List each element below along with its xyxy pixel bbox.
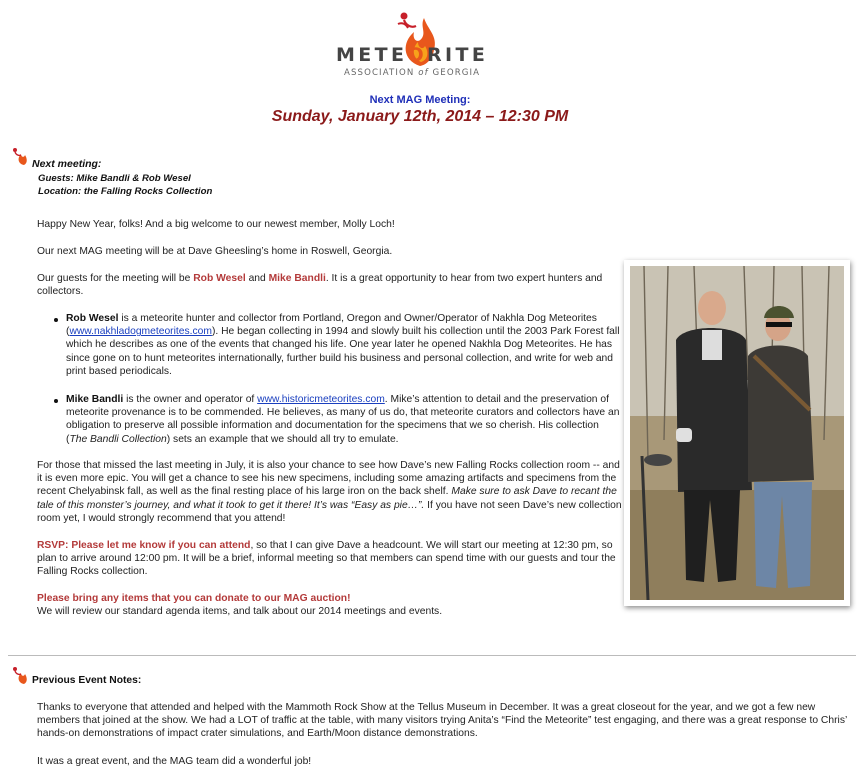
logo-wordmark: METEORITE bbox=[336, 44, 489, 66]
meeting-date-title: Sunday, January 12th, 2014 – 12:30 PM bbox=[271, 108, 569, 125]
nakhladog-link[interactable]: www.nakhladogmeteorites.com bbox=[69, 326, 212, 338]
auction-callout: Please bring any items that you can donate to our MAG auction! bbox=[37, 593, 351, 604]
photo-image bbox=[624, 260, 850, 606]
logo-subtitle: ASSOCIATION of GEORGIA bbox=[344, 68, 481, 78]
bio-rob-wesel: Rob Wesel is a meteorite hunter and collector from Portland, Oregon and Owner/Operator of Nakhla Dog Meteorites (www.nakhladogmeteorites.com). He began collecting in 1994 and slowly built his collection until the 2003 Park Forest fall which he describes as one of the events that changed his life. One year later he opened Nakhla Dog Meteorites. He has since gone on to hunt meteorites internationally, further build his business and personal collection, and write for web and print based periodicals. bbox=[66, 313, 620, 377]
guests-photo bbox=[624, 260, 850, 606]
guest-name-rob: Rob Wesel bbox=[193, 273, 246, 284]
bio-mike-bandli: Mike Bandli is the owner and operator of www.historicmeteorites.com. Mike’s attention to detail and the preservation of meteorite provenance is to be commended. He believes, as many of us do, that meteorite curators and collectors have an obligation to preserve all possible information and documentation for the specimens that we so cherish. His collection (The Bandli Collection) sets an example that we should all try to emulate. bbox=[66, 394, 620, 445]
bullet-dot bbox=[54, 318, 58, 322]
flame-bullet-icon bbox=[10, 665, 32, 685]
paragraph-auction: Please bring any items that you can donate to our MAG auction! We will review our standard agenda items, and talk about our 2014 meetings and events. bbox=[37, 593, 443, 618]
paragraph-collection-room: For those that missed the last meeting in July, it is also your chance to see how Dave’s new Falling Rocks collection room -- and it is even more epic. You will get a chance to see his new specimens, including some amazing artifacts and specimens from the recent Chelyabinsk fall, as well as the final resting place of his large iron on the back shelf. Make sure to ask Dave to recant the tale of this monster’s journey, and what it took to get it there! It’s was “Easy as pie…”. If you have not seen Dave’s new collection room yet, I would strongly recommend that you attend! bbox=[37, 460, 622, 524]
next-meeting-heading: Next meeting: bbox=[32, 158, 102, 170]
section-divider bbox=[8, 655, 856, 656]
location-line: Location: the Falling Rocks Collection bbox=[38, 186, 213, 197]
bullet-dot bbox=[54, 399, 58, 403]
association-logo bbox=[330, 8, 530, 80]
next-mag-meeting-label: Next MAG Meeting: bbox=[369, 94, 471, 106]
previous-event-closing: It was a great event, and the MAG team did a wonderful job! bbox=[37, 756, 312, 767]
flame-bullet-icon bbox=[10, 146, 32, 166]
paragraph-welcome: Happy New Year, folks! And a big welcome to our newest member, Molly Loch! bbox=[37, 219, 395, 230]
paragraph-guests: Our guests for the meeting will be Rob Wesel and Mike Bandli. It is a great opportunity to hear from two expert hunters and collectors. bbox=[37, 273, 603, 298]
guests-line: Guests: Mike Bandli & Rob Wesel bbox=[38, 173, 191, 184]
paragraph-rsvp: RSVP: Please let me know if you can attend, so that I can give Dave a headcount. We will start our meeting at 12:30 pm, so plan to arrive around 12:00 pm. It will be a brief, informal meeting so that members can spend time with our guests and tour the Falling Rocks collection. bbox=[37, 540, 616, 578]
previous-event-heading: Previous Event Notes: bbox=[32, 675, 142, 686]
historicmeteorites-link[interactable]: www.historicmeteorites.com bbox=[257, 394, 385, 405]
paragraph-location: Our next MAG meeting will be at Dave Gheesling’s home in Roswell, Georgia. bbox=[37, 246, 393, 257]
guest-name-mike: Mike Bandli bbox=[268, 273, 326, 284]
previous-event-notes: Thanks to everyone that attended and helped with the Mammoth Rock Show at the Tellus Museum in December. It was a great closeout for the year, and we got a few new members that joined at the show. We had a LOT of traffic at the table, with many visitors trying Anita’s “Find the Meteorite” test engaging, and there was a great response to Chris’ hands-on demonstrations of impact crater simulations, and Earth/Moon distance demonstrations. bbox=[37, 702, 847, 740]
